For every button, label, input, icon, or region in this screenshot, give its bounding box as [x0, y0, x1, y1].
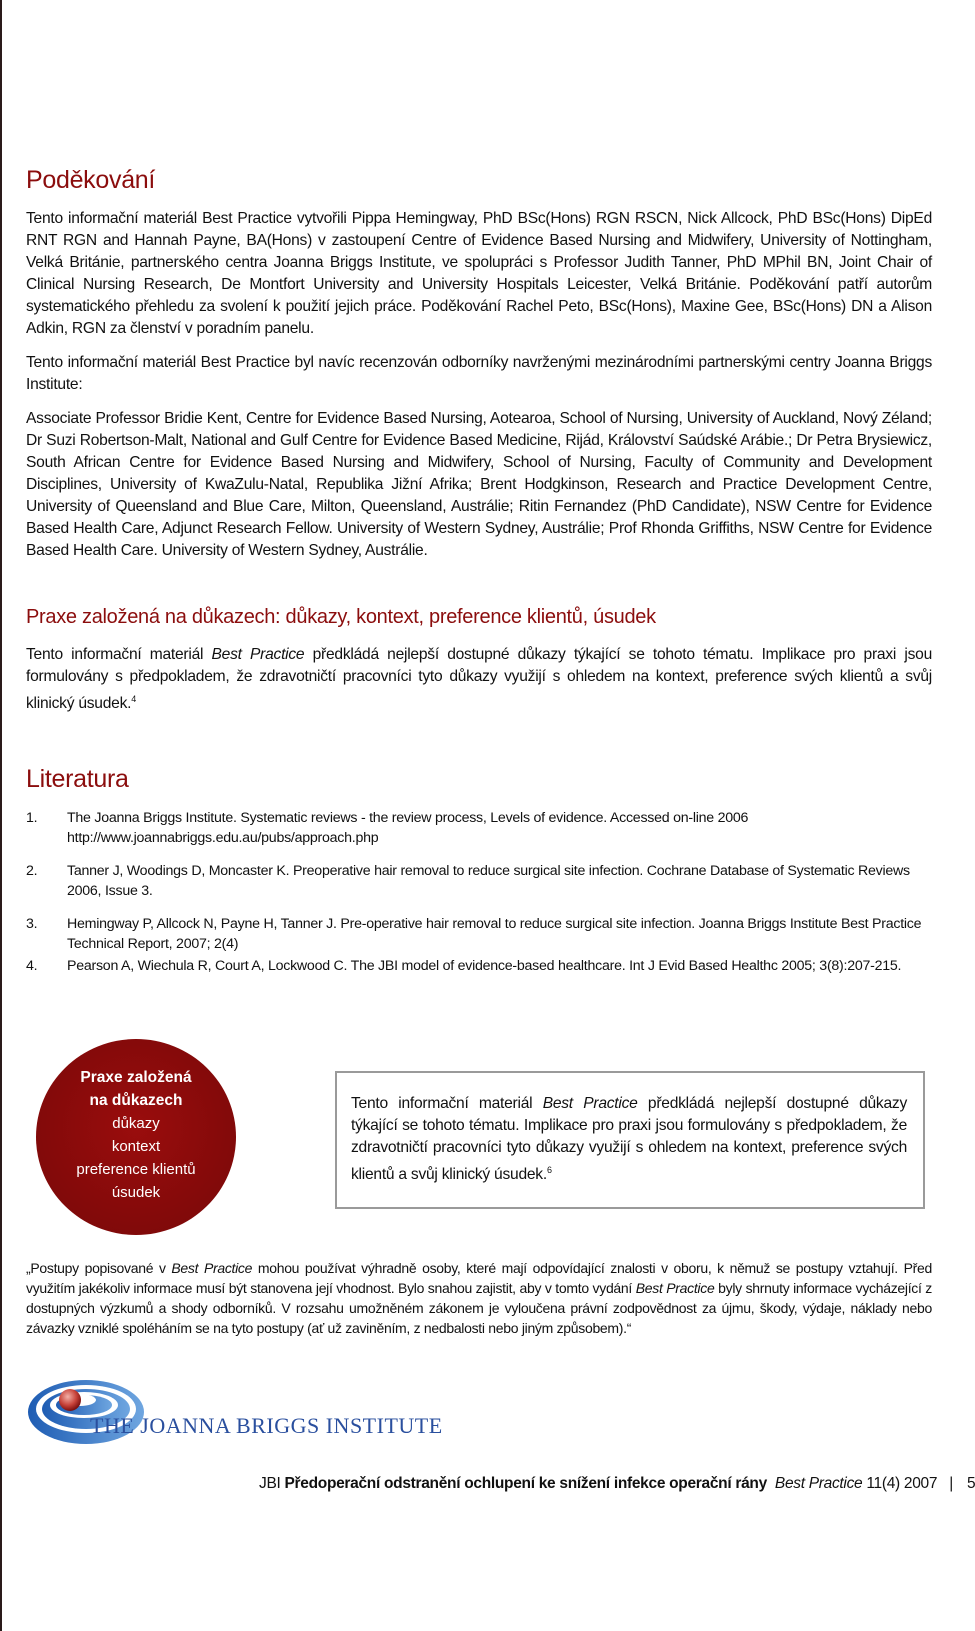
footer-title: Předoperační odstranění ochlupení ke snížení infekce operační rány: [284, 1475, 767, 1492]
reference-number: 2.: [26, 863, 38, 879]
disclaimer-italic: Best Practice: [171, 1260, 253, 1276]
callout-text-post: předkládá nejlepší dostupné důkazy týkající se tohoto tématu. Implikace pro praxi jsou formulovány s předpokladem, že zdravotničtí pracovníci tyto důkazy využijí s ohledem na kontext, preference svých klientů a svůj klinický úsudek.: [351, 1095, 907, 1184]
literature-heading: Literatura: [26, 765, 129, 793]
footer-issue: 11(4) 2007: [862, 1475, 938, 1492]
acknowledgements-paragraph-1: Tento informační materiál Best Practice vytvořili Pippa Hemingway, PhD BSc(Hons) RGN RSCN, Nick Allcock, PhD BSc(Hons) DipEd RNT RGN and Hannah Payne, BA(Hons) v zastoupení Centre of Evidence Based Nursing and Midwifery, University of Nottingham, Velká Británie, partnerského centra Joanna Briggs Institute, ve spolupráci s Professor Judith Tanner, PhD MPhil BN, Joint Chair of Clinical Nursing Research, De Montfort University and University Hospitals Leicester, Velká Británie. Poděkování patří autorům systematického přehledu za svolení k použití jejich práce. Poděkování Rachel Peto, BSc(Hons), Maxine Gee, BSc(Hons) DN a Alison Adkin, RGN za členství v poradním panelu.: [26, 210, 932, 337]
reference-text: Tanner J, Woodings D, Moncaster K. Preoperative hair removal to reduce surgical site infection. Cochrane Database of Systematic Reviews 2006, Issue 3.: [67, 863, 910, 899]
disclaimer-italic: Best Practice: [635, 1280, 715, 1296]
reference-number: 1.: [26, 810, 38, 826]
logo-text: THE JOANNA BRIGGS INSTITUTE: [90, 1413, 443, 1438]
seal-line: kontext: [111, 1138, 161, 1155]
seal-line: důkazy: [112, 1115, 160, 1132]
callout-footnote: 6: [546, 1165, 552, 1175]
disclaimer-part: mohou používat výhradně osoby, které mají odpovídající znalosti v oboru, k němuž se postupy vztahují. Před využitím jakékoliv informace musí být stanovena její vhodnost. Bylo snahou zajistit, aby v tomto vydání: [26, 1260, 933, 1296]
acknowledgements-paragraph-3: Associate Professor Bridie Kent, Centre for Evidence Based Nursing, Aotearoa, School of Nursing, University of Auckland, Nový Zéland; Dr Suzi Robertson-Malt, National and Gulf Centre for Evidence Based Medicine, Rijád, Království Saúdské Arábie.; Dr Petra Brysiewicz, South African Centre for Evidence Based Nursing and Midwifery, School of Nursing, Faculty of Community and Development Disciplines, University of KwaZulu-Natal, Republika Jižní Afrika; Brent Hodgkinson, Research and Practice Development Centre, University of Queensland and Blue Care, Milton, Queensland, Austrálie; Ritin Fernandez (PhD Candidate), NSW Centre for Evidence Based Health Care, Adjunct Research Fellow. University of Western Sydney, Austrálie; Prof Rhonda Griffiths, NSW Centre for Evidence Based Health Care. University of Western Sydney, Austrálie.: [26, 410, 932, 559]
footer-journal: Best Practice: [774, 1475, 863, 1492]
reference-text: Hemingway P, Allcock N, Payne H, Tanner J. Pre-operative hair removal to reduce surgical site infection. Joanna Briggs Institute Best Practice Technical Report, 2007; 2(4): [67, 916, 922, 952]
ebp-heading: Praxe založená na důkazech: důkazy, kontext, preference klientů, úsudek: [26, 606, 656, 628]
page-footer: [259, 1473, 975, 1495]
disclaimer-paragraph: [26, 1258, 932, 1338]
ebp-paragraph: [26, 644, 932, 715]
reference-number: 3.: [26, 916, 38, 932]
reference-number: 4.: [26, 958, 38, 974]
ebp-text-post: předkládá nejlepší dostupné důkazy týkající se tohoto tématu. Implikace pro praxi jsou formulovány s předpokladem, že zdravotničtí pracovníci tyto důkazy využijí s ohledem na kontext, preference svých klientů a svůj klinický úsudek.: [26, 646, 932, 713]
ebp-footnote: 4: [131, 694, 136, 704]
seal-line: úsudek: [111, 1184, 161, 1201]
reference-item: [26, 914, 932, 954]
reference-text: The Joanna Briggs Institute. Systematic reviews - the review process, Levels of evidence. Accessed on-line 2006 http://www.joannabriggs.edu.au/pubs/approach.php: [67, 810, 749, 846]
seal-line: Praxe založená: [80, 1069, 192, 1086]
page-left-border: [0, 0, 2, 1631]
logo-sphere-icon: [59, 1389, 81, 1411]
disclaimer-part: „Postupy popisované v: [26, 1260, 172, 1276]
callout-text-pre: Tento informační materiál: [351, 1095, 543, 1112]
ebp-text-italic: Best Practice: [211, 646, 305, 663]
acknowledgements-heading: Poděkování: [26, 166, 156, 194]
disclaimer-part: byly shrnuty informace vycházející z dostupných výzkumů a shody odborníků. V rozsahu umožněném zákonem je vyloučena právní zodpovědnost za újmu, škody, výdaje, náklady nebo závazky vzniklé spoléháním se na tyto postupy (ať už zaviněním, z nedbalosti nebo jiným způsobem).“: [26, 1280, 932, 1336]
ebp-text-pre: Tento informační materiál: [26, 646, 212, 663]
jbi-logo: [26, 1378, 446, 1448]
callout-text-italic: Best Practice: [542, 1095, 638, 1112]
reference-item: [26, 808, 932, 848]
seal-line: preference klientů: [76, 1161, 196, 1178]
callout-text: [351, 1093, 907, 1186]
callout-box: [335, 1071, 925, 1209]
reference-item: [26, 956, 932, 976]
reference-list: [26, 808, 932, 976]
reference-text: Pearson A, Wiechula R, Court A, Lockwood C. The JBI model of evidence-based healthcare. Int J Evid Based Healthc 2005; 3(8):207-215.: [67, 958, 902, 974]
page-number: 5: [966, 1475, 975, 1492]
seal-line: na důkazech: [89, 1092, 183, 1109]
footer-prefix: JBI: [259, 1475, 285, 1492]
footer-separator: |: [949, 1475, 953, 1492]
acknowledgements-paragraph-2: Tento informační materiál Best Practice byl navíc recenzován odborníky navrženými mezinárodními partnerskými centry Joanna Briggs Institute:: [26, 354, 932, 393]
reference-item: [26, 861, 932, 901]
ebp-seal: [36, 1039, 236, 1235]
